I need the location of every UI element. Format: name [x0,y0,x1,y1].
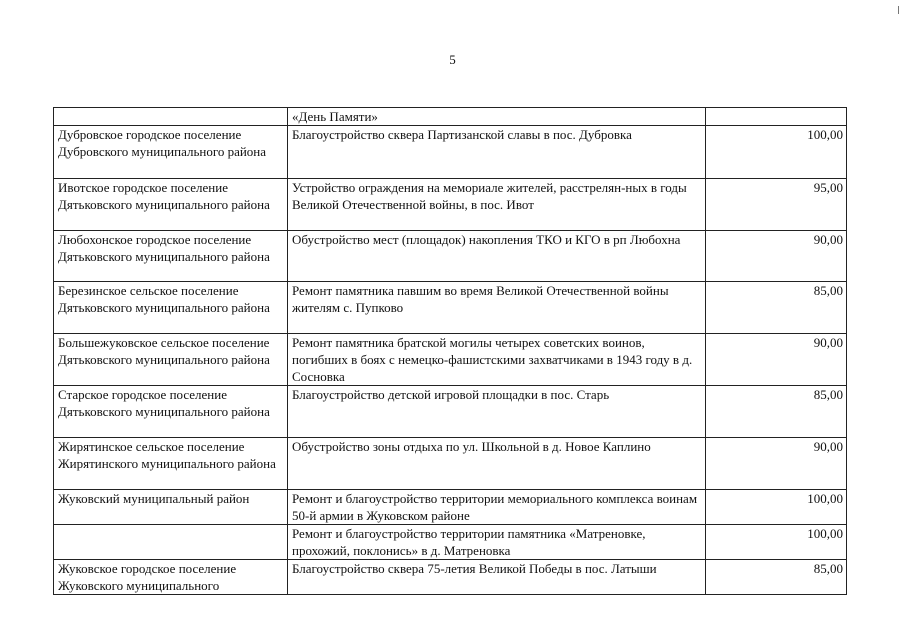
cell-organization: Жуковский муниципальный район [54,490,288,525]
cell-amount: 85,00 [706,386,847,438]
cell-amount: 95,00 [706,179,847,231]
cell-project: Ремонт и благоустройство территории мемориального комплекса воинам 50-й армии в Жуковском районе [288,490,706,525]
cell-project: Устройство ограждения на мемориале жителей, расстрелян-ных в годы Великой Отечественной войны, в пос. Ивот [288,179,706,231]
table-row [54,334,847,386]
table-row [54,282,847,334]
cell-amount: 90,00 [706,231,847,282]
cell-organization: Большежуковское сельское поселение Дятьковского муниципального района [54,334,288,386]
table-row [54,525,847,560]
table-row [54,108,847,126]
cell-project: Обустройство зоны отдыха по ул. Школьной в д. Новое Каплино [288,438,706,490]
table-row [54,560,847,595]
cell-project: Ремонт памятника павшим во время Великой Отечественной войны жителям с. Пупково [288,282,706,334]
cell-amount: 85,00 [706,560,847,595]
page-number: 5 [449,52,456,67]
cell-organization: Жуковское городское поселение Жуковского муниципального [54,560,288,595]
cell-organization: Жирятинское сельское поселение Жирятинского муниципального района [54,438,288,490]
cell-organization: Дубровское городское поселение Дубровского муниципального района [54,126,288,179]
cell-project: Благоустройство сквера 75-летия Великой Победы в пос. Латыши [288,560,706,595]
cell-amount: 85,00 [706,282,847,334]
cell-organization: Березинское сельское поселение Дятьковского муниципального района [54,282,288,334]
cell-organization: Любохонское городское поселение Дятьковского муниципального района [54,231,288,282]
cell-project: Обустройство мест (площадок) накопления ТКО и КГО в рп Любохна [288,231,706,282]
cell-project: «День Памяти» [288,108,706,126]
cell-amount: 90,00 [706,334,847,386]
scan-edge-mark [898,6,899,14]
table-row [54,490,847,525]
cell-amount: 90,00 [706,438,847,490]
table-row [54,179,847,231]
cell-project: Ремонт и благоустройство территории памятника «Матреновке, прохожий, поклонись» в д. Матреновка [288,525,706,560]
cell-organization: Ивотское городское поселение Дятьковского муниципального района [54,179,288,231]
table-row [54,231,847,282]
cell-organization [54,525,288,560]
table-row [54,438,847,490]
cell-project: Ремонт памятника братской могилы четырех советских воинов, погибших в боях с немецко-фашистскими захватчиками в 1943 году в д. Сосновка [288,334,706,386]
funding-table-body [54,108,847,595]
cell-amount [706,108,847,126]
cell-amount: 100,00 [706,126,847,179]
cell-organization: Старское городское поселение Дятьковского муниципального района [54,386,288,438]
cell-project: Благоустройство сквера Партизанской славы в пос. Дубровка [288,126,706,179]
cell-organization [54,108,288,126]
cell-project: Благоустройство детской игровой площадки в пос. Старь [288,386,706,438]
table-row [54,386,847,438]
cell-amount: 100,00 [706,490,847,525]
cell-amount: 100,00 [706,525,847,560]
funding-table [53,107,847,595]
table-row [54,126,847,179]
